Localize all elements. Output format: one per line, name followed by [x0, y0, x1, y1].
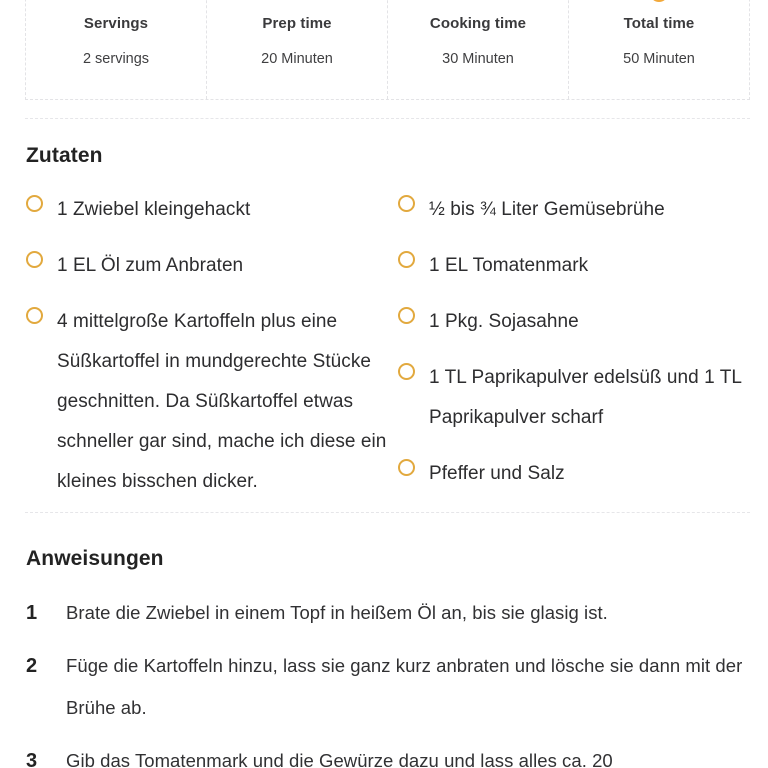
ingredient-checkbox-icon[interactable] — [398, 195, 415, 212]
instruction-step — [26, 592, 756, 634]
instruction-step-text: Gib das Tomatenmark und die Gewürze dazu und lass alles ca. 20 — [66, 750, 613, 768]
instruction-step-number: 1 — [26, 602, 38, 624]
ingredients-heading: Zutaten — [26, 144, 103, 167]
recipe-meta-card — [25, 0, 750, 100]
prep-time-icon — [284, 0, 310, 7]
meta-cell-total-time — [569, 0, 749, 99]
divider-below-meta — [25, 118, 750, 119]
ingredient-text: 4 mittelgroße Kartoffeln plus eine Süßkartoffel in mundgerechte Stücke geschnitten. Da Süßkartoffel etwas schneller gar sind, mache ich diese ein kleines bisschen dicker. — [57, 311, 387, 492]
ingredients-column-left — [26, 190, 398, 518]
ingredient-checkbox-icon[interactable] — [398, 251, 415, 268]
ingredient-checkbox-icon[interactable] — [26, 307, 43, 324]
instructions-list — [26, 592, 756, 768]
ingredient-item[interactable] — [398, 190, 750, 230]
ingredient-item[interactable] — [26, 302, 398, 502]
ingredient-text: 1 Pkg. Sojasahne — [429, 311, 579, 332]
meta-label-servings: Servings — [83, 15, 149, 32]
instruction-step-number: 2 — [26, 655, 38, 677]
ingredient-item[interactable] — [398, 358, 750, 438]
meta-cell-servings — [26, 0, 207, 99]
instruction-step — [26, 645, 756, 729]
ingredient-checkbox-icon[interactable] — [26, 195, 43, 212]
total-time-icon — [646, 0, 672, 7]
meta-label-total-time: Total time — [623, 15, 695, 32]
divider-above-instructions — [25, 512, 750, 513]
ingredient-text: 1 Zwiebel kleingehackt — [57, 199, 251, 220]
meta-value-total-time: 50 Minuten — [623, 51, 695, 67]
meta-cell-prep-time — [207, 0, 388, 99]
instruction-step-number: 3 — [26, 750, 38, 768]
ingredient-checkbox-icon[interactable] — [398, 459, 415, 476]
cooking-time-icon — [465, 0, 491, 7]
meta-value-cooking-time: 30 Minuten — [442, 51, 514, 67]
ingredient-text: ½ bis ¾ Liter Gemüsebrühe — [429, 199, 665, 220]
instruction-step — [26, 740, 756, 768]
ingredients-column-right — [398, 190, 750, 518]
instructions-heading: Anweisungen — [26, 547, 164, 570]
ingredient-text: 1 EL Öl zum Anbraten — [57, 255, 244, 276]
ingredient-text: Pfeffer und Salz — [429, 463, 565, 484]
instruction-step-text: Brate die Zwiebel in einem Topf in heißem Öl an, bis sie glasig ist. — [66, 602, 608, 623]
ingredient-item[interactable] — [26, 246, 398, 286]
ingredient-text: 1 EL Tomatenmark — [429, 255, 589, 276]
ingredient-item[interactable] — [26, 190, 398, 230]
instruction-step-text: Füge die Kartoffeln hinzu, lass sie ganz kurz anbraten und lösche sie dann mit der Brühe ab. — [66, 655, 743, 718]
ingredient-item[interactable] — [398, 454, 750, 494]
ingredient-checkbox-icon[interactable] — [26, 251, 43, 268]
ingredient-checkbox-icon[interactable] — [398, 307, 415, 324]
meta-cell-cooking-time — [388, 0, 569, 99]
meta-label-cooking-time: Cooking time — [429, 15, 527, 32]
ingredients-list — [26, 190, 750, 518]
meta-value-servings: 2 servings — [82, 51, 150, 67]
ingredient-item[interactable] — [398, 302, 750, 342]
meta-label-prep-time: Prep time — [262, 15, 332, 32]
ingredient-checkbox-icon[interactable] — [398, 363, 415, 380]
servings-icon — [103, 0, 129, 7]
ingredient-text: 1 TL Paprikapulver edelsüß und 1 TL Paprikapulver scharf — [429, 367, 742, 428]
meta-value-prep-time: 20 Minuten — [261, 51, 333, 67]
ingredient-item[interactable] — [398, 246, 750, 286]
